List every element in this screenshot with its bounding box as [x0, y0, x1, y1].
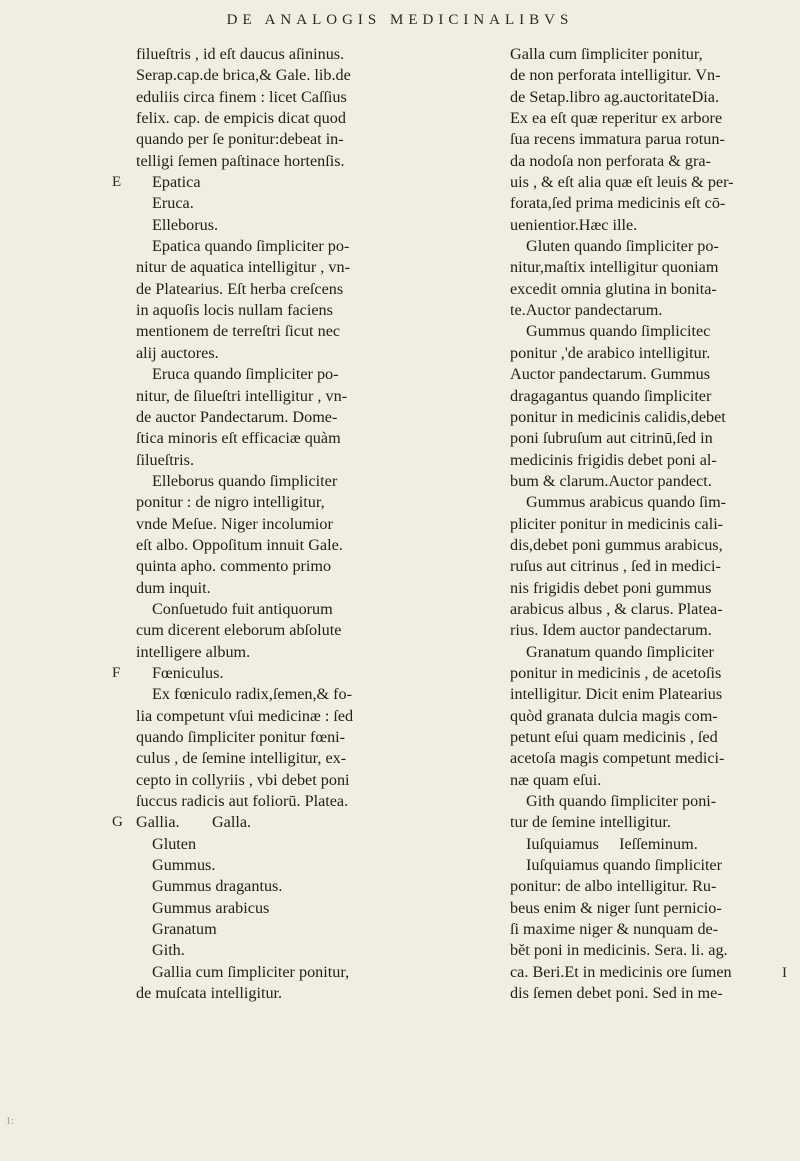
- left-column-line: Ex fœniculo radix,ſemen,& fo-: [152, 685, 353, 704]
- right-column-line: dis ſemen debet poni. Sed in me-: [510, 984, 723, 1003]
- left-column-line: alij auctores.: [136, 343, 219, 362]
- right-column-line: acetoſa magis competunt medici-: [510, 749, 725, 768]
- right-column-line: medicinis frigidis debet poni al-: [510, 450, 717, 469]
- margin-letter-i: I: [782, 965, 787, 981]
- right-column-line: nis frigidis debet poni gummus: [510, 578, 712, 597]
- left-column-line: lia competunt vſui medicinæ : ſed: [136, 706, 354, 725]
- right-column-line: intelligitur. Dicit enim Platearius: [510, 685, 723, 704]
- margin-letter-f: F: [112, 665, 121, 681]
- right-column-line: te.Auctor pandectarum.: [510, 301, 663, 320]
- left-column-line: Epatica quando ſimpliciter po-: [152, 237, 350, 256]
- right-column-line: quòd granata dulcia magis com-: [510, 706, 718, 725]
- right-column-line: tur de ſemine intelligitur.: [510, 813, 671, 832]
- right-column-line: rius. Idem auctor pandectarum.: [510, 621, 712, 640]
- left-column-line: Epatica: [152, 173, 201, 192]
- left-column-line: dum inquit.: [136, 578, 211, 597]
- right-column-line: Granatum quando ſimpliciter: [526, 642, 714, 661]
- left-column-line: nitur de aquatica intelligitur , vn-: [136, 258, 350, 277]
- left-column-line: ſuccus radicis aut foliorū. Platea.: [136, 792, 349, 811]
- right-column-line: ruſus aut citrinus , ſed in medici-: [510, 557, 721, 576]
- right-column-line: Gith quando ſimpliciter poni-: [526, 792, 717, 811]
- right-column-line: uis , & eſt alia quæ eſt leuis & per-: [510, 173, 734, 192]
- left-column-line: Gummus dragantus.: [152, 877, 283, 896]
- right-column-line: Gummus quando ſimplicitec: [526, 322, 711, 341]
- left-column-line: ſtica minoris eſt efficaciæ quàm: [136, 429, 341, 448]
- right-column-line: da nodoſa non perforata & gra-: [510, 151, 711, 170]
- left-column-line: Gluten: [152, 834, 197, 853]
- gutter-note: 1:: [6, 1116, 14, 1127]
- right-column-line: Gummus arabicus quando ſim-: [526, 493, 727, 512]
- left-column-line: Granatum: [152, 920, 217, 939]
- right-column-line: excedit omnia glutina in bonita-: [510, 279, 717, 298]
- left-column-line: culus , de ſemine intelligitur, ex-: [136, 749, 347, 768]
- right-column-line: nitur,maſtix intelligitur quoniam: [510, 258, 719, 277]
- left-column-line: Conſuetudo fuit antiquorum: [152, 599, 333, 618]
- right-column-line: bum & clarum.Auctor pandect.: [510, 471, 712, 490]
- left-column-line: Gallia cum ſimpliciter ponitur,: [152, 962, 350, 981]
- left-column-line: mentionem de terreſtri ſicut nec: [136, 322, 341, 341]
- left-column-line: de muſcata intelligitur.: [136, 984, 283, 1003]
- right-column-line: forata,ſed prima medicinis eſt cō-: [510, 194, 726, 213]
- right-column-line: ſi maxime niger & nunquam de-: [510, 920, 719, 939]
- margin-letter-e: E: [112, 174, 122, 190]
- right-column-line: ponitur ,'de arabico intelligitur.: [510, 343, 711, 362]
- left-column-line: Gith.: [152, 941, 185, 960]
- right-column-line: ponitur in medicinis , de acetoſis: [510, 663, 722, 682]
- left-column-line: quando ſimpliciter ponitur fœni-: [136, 728, 346, 746]
- left-column-line: Serap.cap.de brica,& Gale. lib.de: [136, 66, 351, 85]
- left-column-line: Gallia. Galla.: [136, 813, 252, 832]
- left-column-line: Elleborus quando ſimpliciter: [152, 471, 338, 490]
- right-column-line: beus enim & niger ſunt pernicio-: [510, 898, 722, 917]
- left-column-line: Gummus arabicus: [152, 898, 270, 917]
- right-column-line: ca. Beri.Et in medicinis ore ſumen: [510, 962, 732, 981]
- left-column-line: quinta apho. commento primo: [136, 557, 332, 576]
- right-column-line: Galla cum ſimpliciter ponitur,: [510, 45, 703, 63]
- right-column-line: Gluten quando ſimpliciter po-: [526, 237, 719, 256]
- left-column-line: filueſtris , id eſt daucus aſininus.: [136, 45, 345, 63]
- right-column-line: petunt eſui quam medicinis , ſed: [510, 728, 718, 746]
- left-column-line: ponitur : de nigro intelligitur,: [136, 493, 325, 512]
- right-column-line: Iuſquiamus Ieſſeminum.: [526, 834, 698, 853]
- left-column-line: in aquoſis locis nullam faciens: [136, 301, 333, 320]
- right-column-line: de Setap.libro ag.auctoritateDia.: [510, 87, 720, 106]
- right-column-line: poni ſubruſum aut citrinū,ſed in: [510, 429, 713, 448]
- running-header: DE ANALOGIS MEDICINALIBVS: [226, 12, 574, 28]
- left-column-line: Gummus.: [152, 856, 216, 875]
- left-column-line: eſt albo. Oppoſitum innuit Gale.: [136, 535, 343, 554]
- right-column-line: dis,debet poni gummus arabicus,: [510, 535, 723, 554]
- left-column-line: Elleborus.: [152, 215, 219, 234]
- right-column-line: dragagantus quando ſimpliciter: [510, 386, 712, 405]
- left-column-line: telligi ſemen paſtinace hortenſis.: [136, 151, 345, 170]
- left-column: [136, 44, 484, 1004]
- right-column-line: arabicus albus , & clarus. Platea-: [510, 599, 723, 618]
- left-column-line: nitur, de ſilueſtri intelligitur , vn-: [136, 386, 348, 405]
- left-column-line: de Platearius. Eſt herba creſcens: [136, 279, 344, 298]
- right-column-line: pliciter ponitur in medicinis cali-: [510, 514, 724, 533]
- right-column-line: Ex ea eſt quæ reperitur ex arbore: [510, 109, 723, 128]
- left-column-line: eduliis circa finem : licet Caſſius: [136, 87, 347, 106]
- left-column-line: Eruca.: [152, 194, 194, 213]
- left-column-line: Eruca quando ſimpliciter po-: [152, 365, 339, 384]
- right-column-line: Iuſquiamus quando ſimpliciter: [526, 856, 723, 875]
- left-column-line: felix. cap. de empicis dicat quod: [136, 109, 346, 128]
- right-column: [510, 44, 796, 1004]
- left-column-line: ſilueſtris.: [136, 450, 194, 469]
- left-column-line: vnde Meſue. Niger incolumior: [136, 514, 333, 533]
- right-column-line: uenientior.Hæc ille.: [510, 215, 638, 234]
- right-column-line: ſua recens immatura parua rotun-: [510, 130, 725, 149]
- left-column-line: intelligere album.: [136, 642, 251, 661]
- right-column-line: Auctor pandectarum. Gummus: [510, 365, 711, 384]
- left-column-line: Fœniculus.: [152, 663, 224, 682]
- right-column-line: bĕt poni in medicinis. Sera. li. ag.: [510, 941, 728, 960]
- left-column-line: quando per ſe ponitur:debeat in-: [136, 130, 344, 149]
- left-column-line: de auctor Pandectarum. Dome-: [136, 407, 338, 426]
- left-column-line: cepto in collyriis , vbi debet poni: [136, 770, 350, 789]
- right-column-line: ponitur: de albo intelligitur. Ru-: [510, 877, 717, 896]
- right-column-line: de non perforata intelligitur. Vn-: [510, 66, 721, 85]
- margin-letter-g: G: [112, 814, 123, 830]
- right-column-line: næ quam eſui.: [510, 770, 602, 789]
- left-column-line: cum dicerent eleborum abſolute: [136, 621, 342, 640]
- right-column-line: ponitur in medicinis calidis,debet: [510, 407, 726, 426]
